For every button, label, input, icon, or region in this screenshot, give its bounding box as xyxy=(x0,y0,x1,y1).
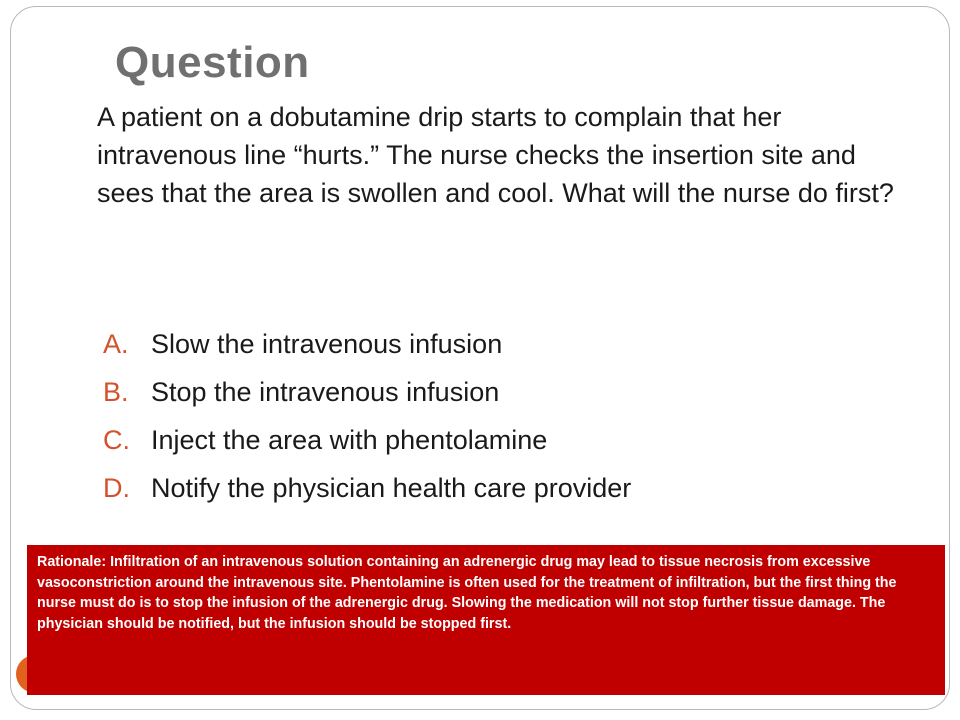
option-d xyxy=(103,464,923,512)
option-letter: B. xyxy=(103,377,129,407)
option-text: Inject the area with phentolamine xyxy=(151,425,548,455)
option-letter: C. xyxy=(103,425,130,455)
option-letter: A. xyxy=(103,329,129,359)
option-text: Stop the intravenous infusion xyxy=(151,377,500,407)
rationale-box: Rationale: Infiltration of an intravenous solution containing an adrenergic drug may lead to tissue necrosis from excessive vasoconstriction around the intravenous site. Phentolamine is often used for the treatment of infiltration, but the first thing the nurse must do is to stop the infusion of the adrenergic drug. Slowing the medication will not stop further tissue damage. The physician should be notified, but the infusion should be stopped first. xyxy=(27,545,945,695)
option-text: Slow the intravenous infusion xyxy=(151,329,503,359)
option-text: Notify the physician health care provider xyxy=(151,473,632,503)
option-a xyxy=(103,320,923,368)
question-text: A patient on a dobutamine drip starts to complain that her intravenous line “hurts.” The nurse checks the insertion site and sees that the area is swollen and cool. What will the nurse do first? xyxy=(97,102,894,208)
option-letter: D. xyxy=(103,473,130,503)
answer-options xyxy=(103,320,923,512)
option-b xyxy=(103,368,923,416)
slide-title: Question xyxy=(115,38,310,87)
option-c xyxy=(103,416,923,464)
